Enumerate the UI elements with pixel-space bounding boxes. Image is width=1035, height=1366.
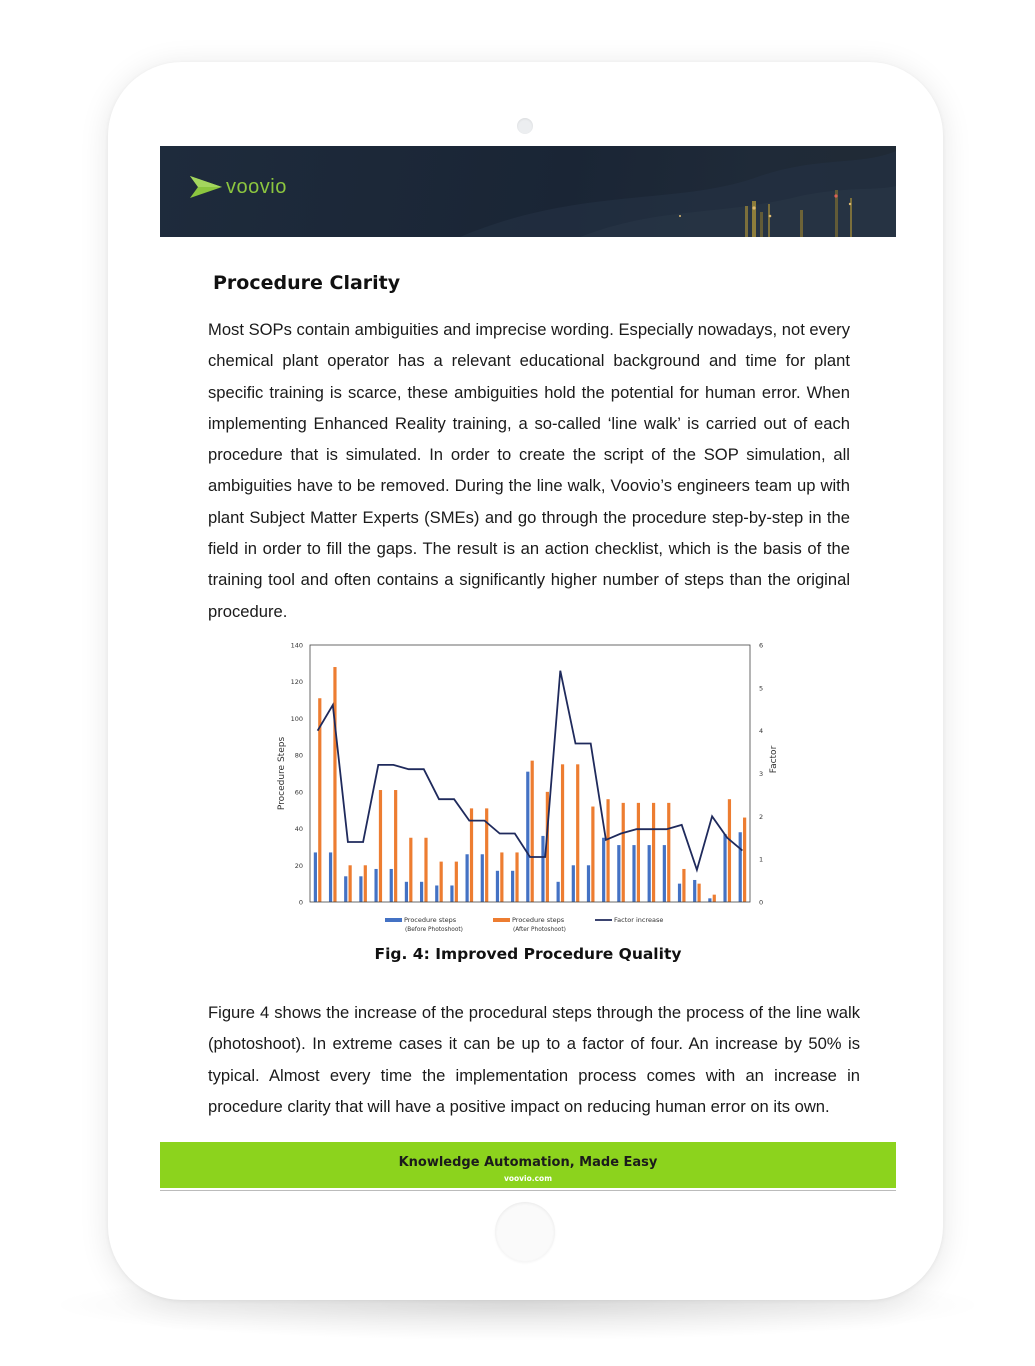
left-tick-label: 140 xyxy=(290,641,303,650)
body-paragraph-1: Most SOPs contain ambiguities and imprecise wording. Especially nowadays, not every chemical plant operator has a relevant educational background and time for plant specific training is scarce, these ambiguities hold the potential for human error. When implementing Enhanced Reality training, a so-called ‘line walk’ is carried out of each procedure that is simulated. In order to create the script of the SOP simulation, all ambiguities have to be removed. During the line walk, Voovio’s engineers team up with plant Subject Matter Experts (SMEs) and go through the procedure step-by-step in the field in order to fill the gaps. The result is an action checklist, which is the basis of the training tool and often contains a significantly higher number of steps than the original procedure. xyxy=(208,320,850,621)
bar-before xyxy=(344,876,347,902)
left-tick-label: 20 xyxy=(294,861,303,870)
bar-after xyxy=(682,869,685,902)
bar-after xyxy=(743,818,746,902)
body-paragraph-2: Figure 4 shows the increase of the procedural steps through the process of the line walk (photoshoot). In extreme cases it can be up to a factor of four. An increase by 50% is typical. Almost every time the implementation process comes with an increase in procedure clarity that will have a positive impact on reducing human error on its own. xyxy=(208,1003,860,1116)
bar-after xyxy=(561,764,564,902)
bar-before xyxy=(466,854,469,902)
bar-after xyxy=(470,808,473,902)
bar-after xyxy=(606,799,609,902)
bar-before xyxy=(435,885,438,902)
bar-after xyxy=(652,803,655,902)
bar-after xyxy=(697,884,700,902)
section-title: Procedure Clarity xyxy=(213,272,401,294)
bar-after xyxy=(379,790,382,902)
right-tick-label: 3 xyxy=(759,770,764,778)
legend-swatch xyxy=(493,918,510,922)
bar-before xyxy=(572,865,575,902)
legend-label: Procedure steps xyxy=(512,916,565,924)
left-tick-label: 80 xyxy=(294,751,303,760)
bar-after xyxy=(622,803,625,902)
legend-label: Procedure steps xyxy=(404,916,457,924)
bar-after xyxy=(455,862,458,902)
page-footer xyxy=(160,1142,896,1188)
bar-before xyxy=(739,832,742,902)
bar-before xyxy=(359,876,362,902)
bar-before xyxy=(329,852,332,902)
bar-before xyxy=(602,838,605,902)
right-tick-label: 2 xyxy=(759,812,764,821)
bar-before xyxy=(390,869,393,902)
page-header-banner xyxy=(160,146,896,237)
bar-before xyxy=(526,772,529,902)
voovio-logo[interactable] xyxy=(190,174,287,200)
bar-before xyxy=(723,834,726,902)
bar-before xyxy=(314,852,317,902)
chart-svg xyxy=(270,639,790,939)
legend-swatch xyxy=(385,918,402,922)
bar-before xyxy=(481,854,484,902)
left-tick-label: 60 xyxy=(294,788,303,797)
legend-label: Factor increase xyxy=(614,916,664,924)
procedure-steps-chart xyxy=(270,639,790,939)
bar-before xyxy=(374,869,377,902)
bar-after xyxy=(333,667,336,902)
bar-after xyxy=(667,803,670,902)
bar-after xyxy=(440,862,443,902)
right-axis-label: Factor xyxy=(769,745,779,774)
tablet-camera xyxy=(517,118,533,134)
bar-before xyxy=(511,871,514,902)
legend-sublabel: (Before Photoshoot) xyxy=(405,927,463,933)
left-tick-label: 0 xyxy=(298,898,303,907)
bar-before xyxy=(541,836,544,902)
bar-before xyxy=(708,898,711,902)
left-axis-ticks xyxy=(291,642,303,907)
bar-before xyxy=(617,845,620,902)
bar-after xyxy=(713,895,716,902)
document-page xyxy=(160,146,896,1191)
bar-after xyxy=(515,852,518,902)
left-tick-label: 100 xyxy=(290,714,303,723)
bar-after xyxy=(424,838,427,902)
right-tick-label: 4 xyxy=(759,727,764,736)
bar-before xyxy=(587,865,590,902)
bar-after xyxy=(728,799,731,902)
bar-before xyxy=(405,882,408,902)
right-tick-label: 6 xyxy=(759,641,764,650)
bar-after xyxy=(531,761,534,902)
bar-after xyxy=(500,852,503,902)
bar-before xyxy=(648,845,651,902)
left-tick-label: 40 xyxy=(294,825,303,834)
legend-sublabel: (After Photoshoot) xyxy=(513,927,566,933)
bar-after xyxy=(364,865,367,902)
bar-after xyxy=(409,838,412,902)
bar-after xyxy=(637,803,640,902)
bar-before xyxy=(420,882,423,902)
bar-before xyxy=(693,880,696,902)
bar-before xyxy=(663,845,666,902)
voovio-logo-text: voovio xyxy=(226,175,287,198)
right-axis-ticks xyxy=(759,642,763,907)
bar-before xyxy=(496,871,499,902)
bar-before xyxy=(450,885,453,902)
footer-tagline: Knowledge Automation, Made Easy xyxy=(398,1155,658,1170)
left-tick-label: 120 xyxy=(290,678,303,687)
footer-url-link[interactable]: voovio.com xyxy=(503,1174,553,1183)
bar-before xyxy=(557,882,560,902)
left-axis-label: Procedure Steps xyxy=(277,736,287,811)
voovio-logo-icon xyxy=(190,174,222,200)
right-tick-label: 5 xyxy=(759,684,764,693)
bar-after xyxy=(349,865,352,902)
right-tick-label: 0 xyxy=(759,898,764,907)
bar-after xyxy=(394,790,397,902)
bar-before xyxy=(632,845,635,902)
right-tick-label: 1 xyxy=(759,855,764,864)
bar-after xyxy=(576,764,579,902)
series-after-bars xyxy=(318,667,746,902)
bar-before xyxy=(678,884,681,902)
tablet-home-button[interactable] xyxy=(495,1202,555,1262)
figure-caption: Fig. 4: Improved Procedure Quality xyxy=(374,945,682,963)
chart-legend xyxy=(385,916,663,933)
series-before-bars xyxy=(314,772,742,902)
bar-after xyxy=(591,807,594,902)
